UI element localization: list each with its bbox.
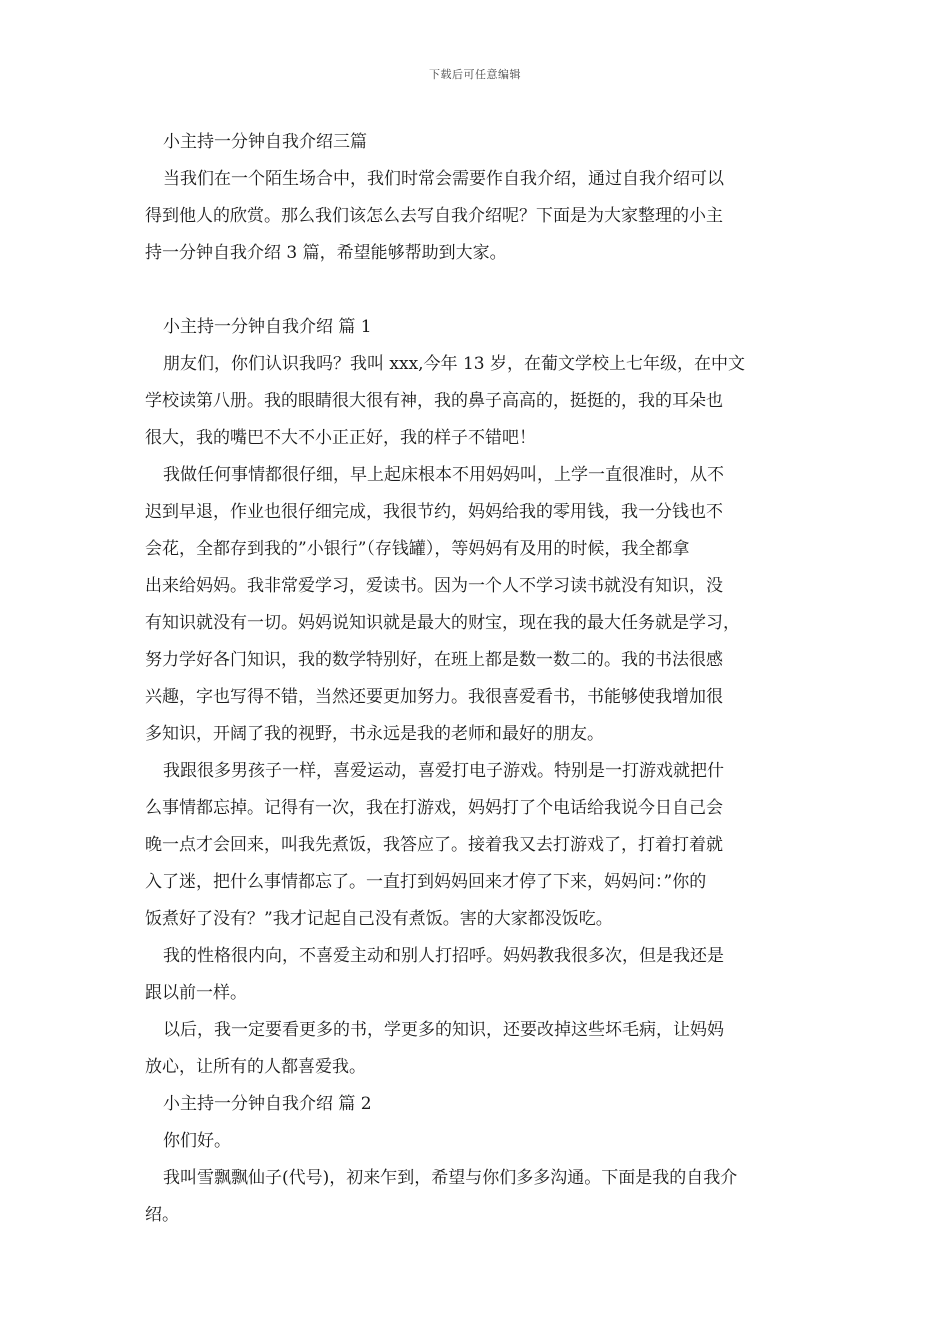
text-line: 多知识，开阔了我的视野，书永远是我的老师和最好的朋友。	[145, 724, 604, 744]
text-line: 么事情都忘掉。记得有一次，我在打游戏，妈妈打了个电话给我说今日自己会	[145, 798, 723, 818]
text-line: 小主持一分钟自我介绍 篇 1	[163, 317, 372, 337]
text-line: 以后，我一定要看更多的书，学更多的知识，还要改掉这些坏毛病，让妈妈	[163, 1020, 724, 1040]
text-line: 努力学好各门知识，我的数学特别好，在班上都是数一数二的。我的书法很感	[145, 650, 723, 670]
text-line: 我的性格很内向，不喜爱主动和别人打招呼。妈妈教我很多次，但是我还是	[163, 946, 724, 966]
text-line: 小主持一分钟自我介绍三篇	[163, 132, 367, 152]
blank-line	[145, 272, 811, 309]
text-line: 得到他人的欣赏。那么我们该怎么去写自我介绍呢？下面是为大家整理的小主	[145, 206, 723, 226]
text-line: 兴趣，字也写得不错，当然还要更加努力。我很喜爱看书，书能够使我增加很	[145, 687, 723, 707]
text-line: 入了迷，把什么事情都忘了。一直打到妈妈回来才停了下来，妈妈问：”你的	[145, 872, 707, 892]
text-line: 绍。	[145, 1205, 179, 1225]
text-line: 学校读第八册。我的眼睛很大很有神，我的鼻子高高的，挺挺的，我的耳朵也	[145, 391, 723, 411]
text-line: 持一分钟自我介绍 3 篇，希望能够帮助到大家。	[145, 243, 507, 263]
text-line: 晚一点才会回来，叫我先煮饭，我答应了。接着我又去打游戏了，打着打着就	[145, 835, 723, 855]
page-header: 下载后可任意编辑	[429, 68, 521, 81]
text-line: 你们好。	[163, 1131, 231, 1151]
text-line: 有知识就没有一切。妈妈说知识就是最大的财宝，现在我的最大任务就是学习，	[145, 613, 740, 633]
text-line: 饭煮好了没有？”我才记起自己没有煮饭。害的大家都没饭吃。	[145, 909, 613, 929]
text-line: 当我们在一个陌生场合中，我们时常会需要作自我介绍，通过自我介绍可以	[163, 169, 724, 189]
document-body	[145, 124, 811, 1234]
text-line: 放心，让所有的人都喜爱我。	[145, 1057, 366, 1077]
text-line: 出来给妈妈。我非常爱学习，爱读书。因为一个人不学习读书就没有知识，没	[145, 576, 723, 596]
text-line: 迟到早退，作业也很仔细完成，我很节约，妈妈给我的零用钱，我一分钱也不	[145, 502, 723, 522]
text-line: 我做任何事情都很仔细，早上起床根本不用妈妈叫，上学一直很准时，从不	[163, 465, 724, 485]
text-line: 会花，全都存到我的”小银行”（存钱罐），等妈妈有及用的时候，我全都拿	[145, 539, 690, 559]
text-line: 小主持一分钟自我介绍 篇 2	[163, 1094, 372, 1114]
text-line: 很大，我的嘴巴不大不小正正好，我的样子不错吧！	[145, 428, 536, 448]
text-line: 我叫雪飘飘仙子(代号)，初来乍到，希望与你们多多沟通。下面是我的自我介	[163, 1168, 738, 1188]
text-line: 跟以前一样。	[145, 983, 247, 1003]
text-line: 我跟很多男孩子一样，喜爱运动，喜爱打电子游戏。特别是一打游戏就把什	[163, 761, 724, 781]
text-line: 朋友们，你们认识我吗？我叫 xxx,今年 13 岁，在葡文学校上七年级，在中文	[163, 354, 746, 374]
